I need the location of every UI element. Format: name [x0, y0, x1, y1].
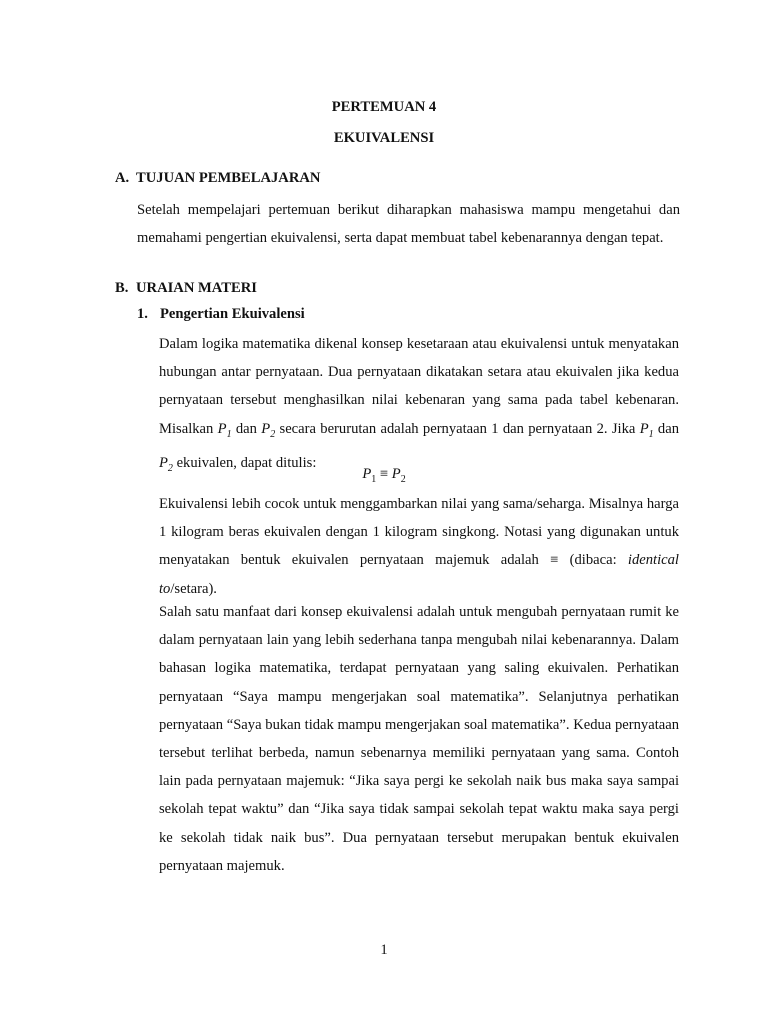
definition-text-3: secara berurutan adalah pernyataan 1 dan pernyataan 2. Jika [275, 420, 640, 437]
benefit-paragraph: Salah satu manfaat dari konsep ekuivalensi adalah untuk mengubah pernyataan rumit ke dalam pernyataan lain yang lebih sederhana tanpa mengubah nilai kebenarannya. Dalam bahasan logika matematika, terdapat pernyataan yang saling ekuivalen. Perhatikan pernyataan “Saya mampu mengerjakan soal matematika”. Selanjutnya perhatikan pernyataan “Saya bukan tidak mampu mengerjakan soal matematika”. Kedua pernyataan tersebut terlihat berbeda, namun sebenarnya memiliki pernyataan yang sama. Contoh lain pada pernyataan majemuk: “Jika saya pergi ke sekolah naik bus maka saya sampai sekolah tepat waktu” dan “Jika saya tidak sampai sekolah tepat waktu maka saya pergi ke sekolah tidak naik bus”. Dua pernyataan tersebut merupakan bentuk ekuivalen pernyataan majemuk. [159, 604, 679, 874]
notation-paragraph [159, 490, 679, 603]
p2-sub-second: 2 [167, 462, 173, 474]
p1-var: P [217, 420, 227, 437]
p2-sub: 2 [270, 428, 276, 440]
subsection-title: Pengertian Ekuivalensi [160, 306, 305, 322]
equivalence-formula [0, 466, 768, 485]
equivalence-symbol: ≡ [376, 466, 392, 482]
section-b-heading [115, 280, 257, 297]
p2-symbol [261, 420, 276, 440]
p2-var-second: P [159, 454, 168, 471]
formula-p1-var: P [362, 466, 372, 482]
notation-text: Ekuivalensi lebih cocok untuk menggambarkan nilai yang sama/seharga. Misalnya harga 1 kilogram beras ekuivalen dengan 1 kilogram singkong. Notasi yang digunakan untuk menyatakan bentuk ekuivalen pernyataan majemuk adalah ≡ (dibaca: [159, 496, 679, 569]
title-block [0, 92, 768, 154]
topic-title: EKUIVALENSI [333, 130, 435, 146]
learning-objective-paragraph: Setelah mempelajari pertemuan berikut diharapkan mahasiswa mampu mengetahui dan memahami pengertian ekuivalensi, serta dapat membuat tabel kebenarannya dengan tepat. [137, 202, 680, 247]
p1-sub-second: 1 [648, 428, 654, 440]
definition-text-1: Dalam logika matematika dikenal konsep kesetaraan atau ekuivalensi untuk menyatakan hubungan antar pernyataan. Dua pernyataan dikatakan setara atau ekuivalen jika kedua pernyataan tersebut menghasilkan nilai kebenaran yang sama pada tabel kebenaran. Misalkan [159, 336, 679, 437]
definition-text-2: dan [231, 420, 262, 437]
subsection-heading [137, 306, 305, 323]
notation-end: /setara). [170, 580, 217, 597]
p2-var: P [261, 420, 271, 437]
subsection-number: 1. [137, 306, 148, 322]
page-number: 1 [380, 942, 388, 958]
section-a-title: TUJUAN PEMBELAJARAN [136, 170, 321, 186]
section-b-letter: B. [115, 280, 129, 296]
formula-p2-var: P [391, 466, 401, 482]
definition-text-4: dan [653, 420, 679, 437]
section-b-title: URAIAN MATERI [136, 280, 257, 296]
p1-sub: 1 [226, 428, 232, 440]
definition-text-5: ekuivalen, dapat ditulis: [172, 454, 317, 471]
formula-p2-sub: 2 [400, 473, 406, 485]
definition-paragraph [159, 330, 679, 483]
p1-symbol [217, 420, 232, 440]
notation-italic: identical to [159, 552, 679, 597]
section-a-heading [115, 170, 320, 187]
formula-p1-sub: 1 [371, 473, 377, 485]
p1-var-second: P [639, 420, 649, 437]
meeting-title: PERTEMUAN 4 [331, 99, 437, 115]
section-a-letter: A. [115, 170, 130, 186]
p1-symbol-second [639, 420, 654, 440]
